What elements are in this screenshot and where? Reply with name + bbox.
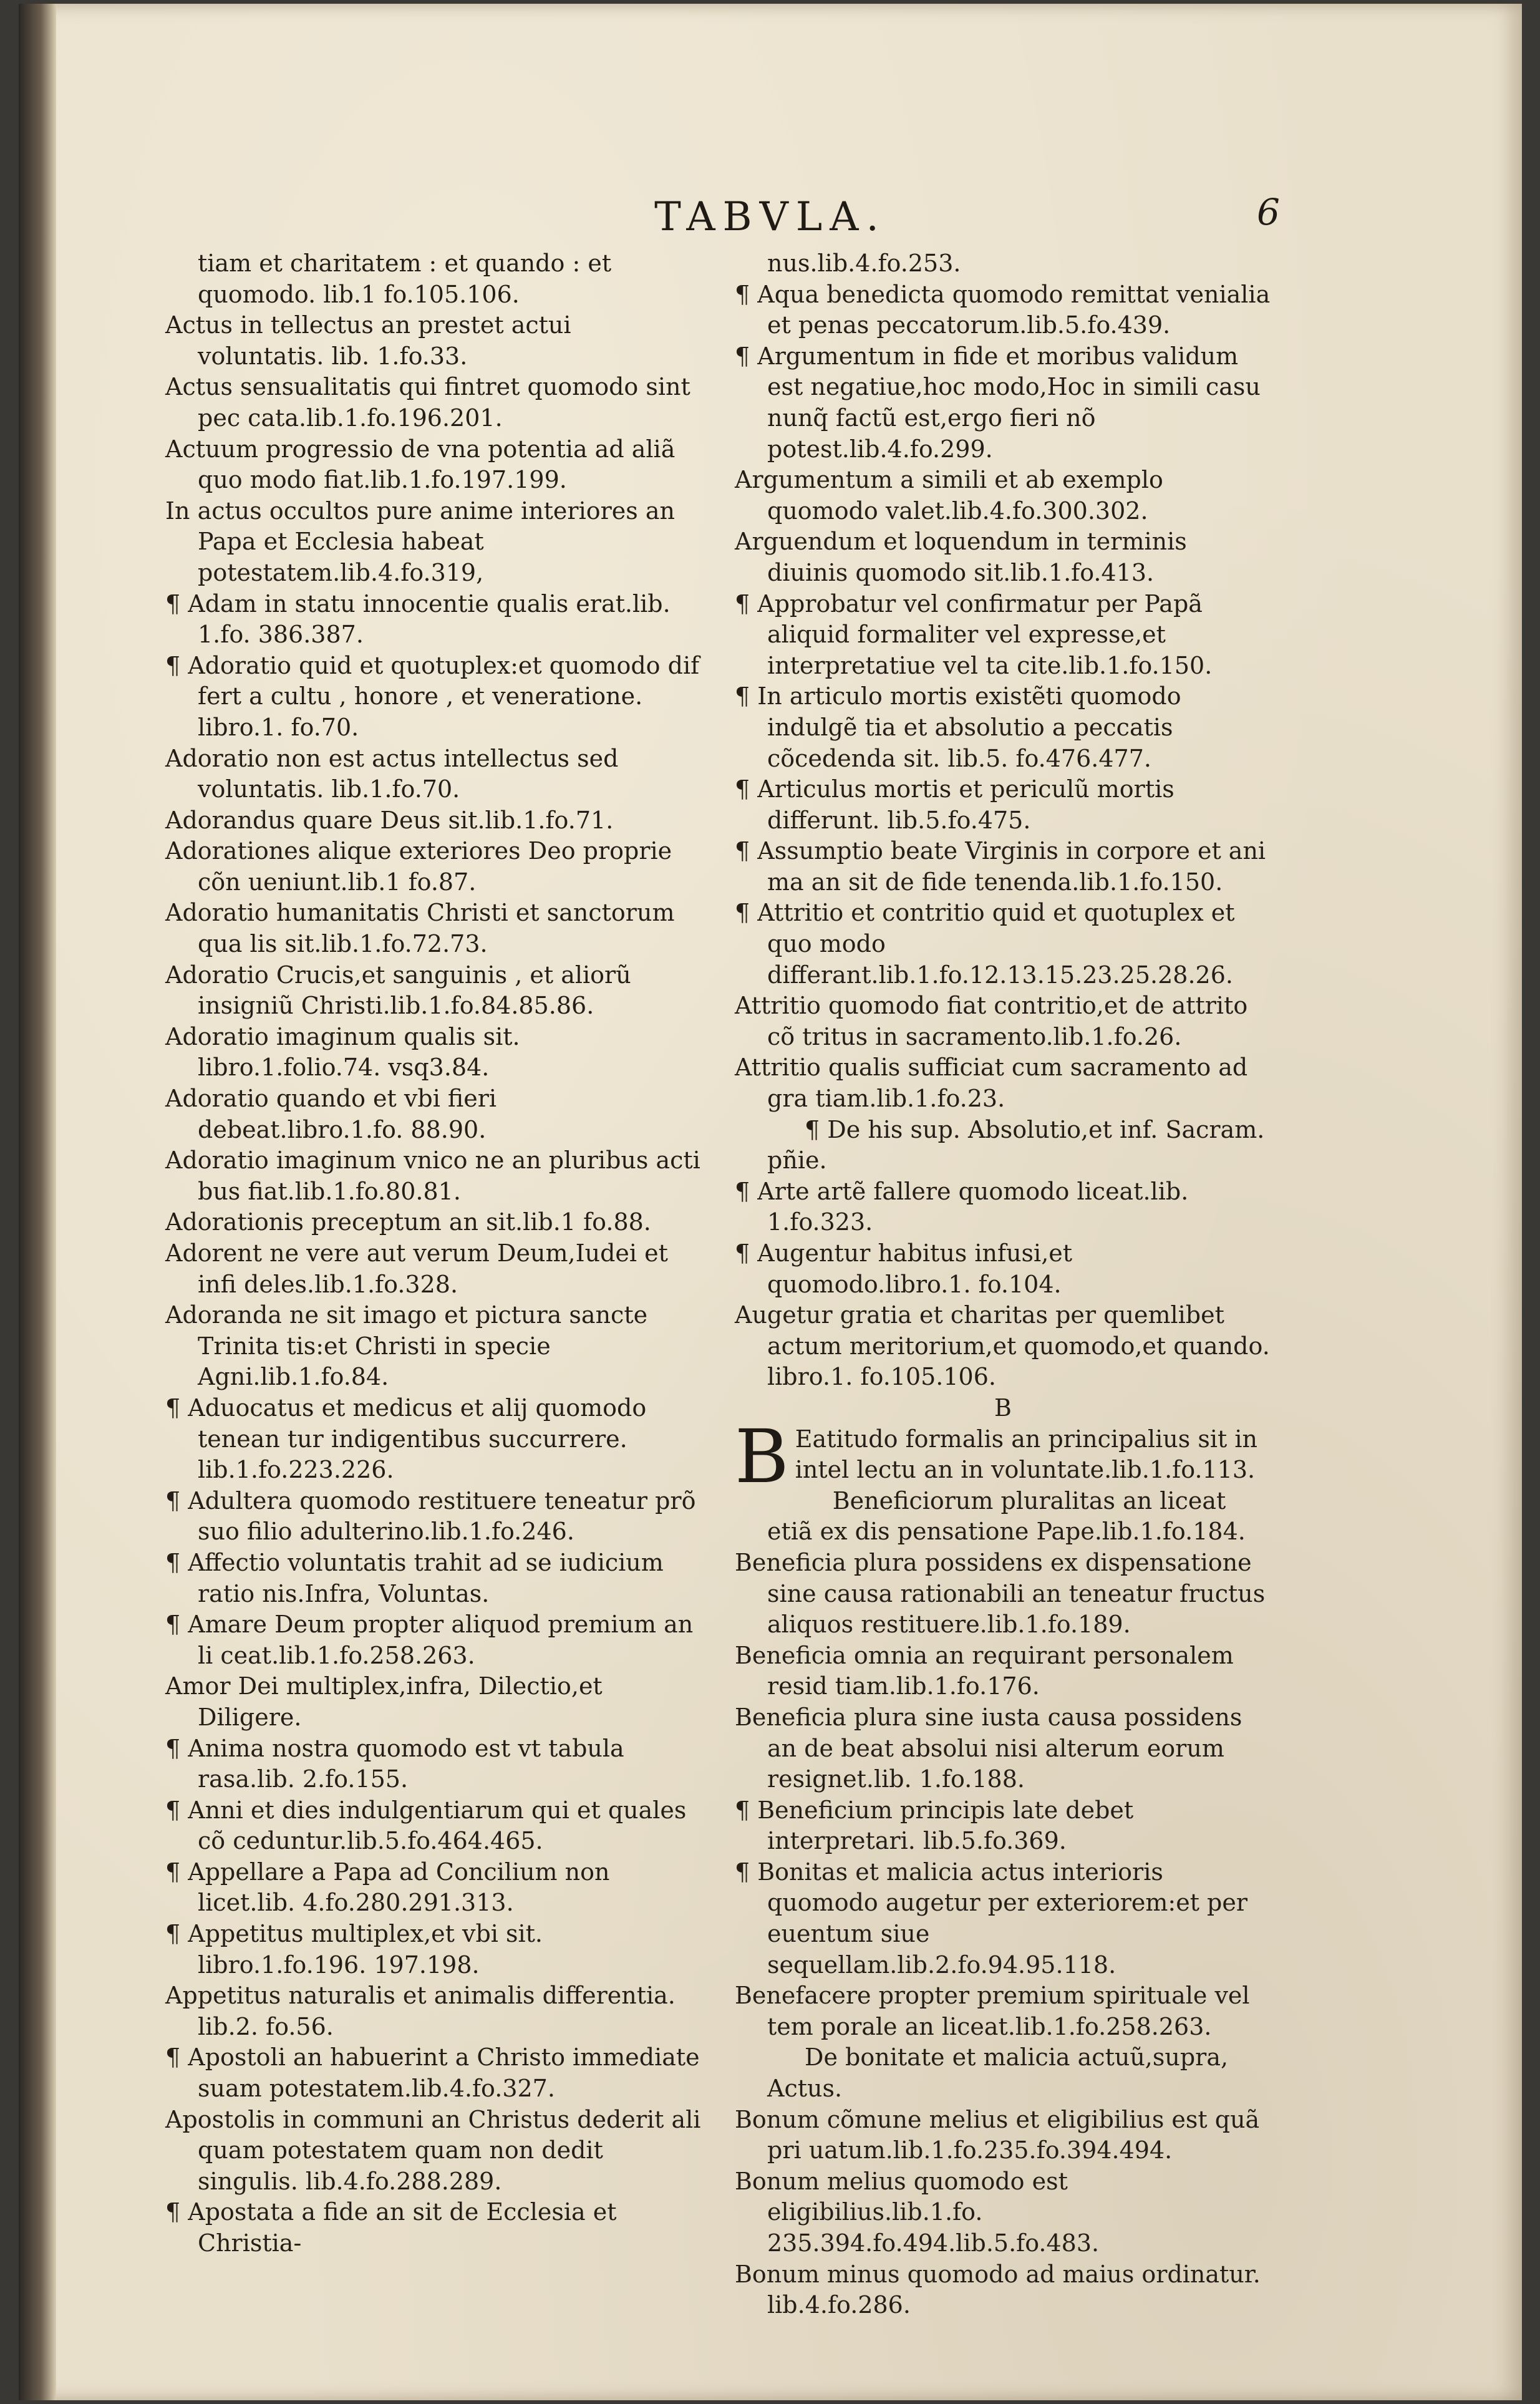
index-entry: Beneficia plura possidens ex dispensatione sine causa rationabili an teneatur fructus aliquos restituere.lib.1.fo.189. [735, 1548, 1266, 1639]
index-entry: Arguendum et loquendum in terminis diuinis quomodo sit.lib.1.fo.413. [735, 528, 1187, 586]
index-entry: In actus occultos pure anime interiores an Papa et Ecclesia habeat potestatem.lib.4.fo.319, [165, 497, 675, 586]
index-entry: ¶ Apostoli an habuerint a Christo immediate suam potestatem.lib.4.fo.327. [165, 2043, 700, 2103]
index-entry: ¶ De his sup. Absolutio,et inf. Sacram. pñie. [767, 1115, 1265, 1175]
index-entry: ¶ Articulus mortis et periculũ mortis differunt. lib.5.fo.475. [735, 775, 1174, 834]
index-entry: ¶ Amare Deum propter aliquod premium an li ceat.lib.1.fo.258.263. [165, 1611, 694, 1669]
index-entry: Adorent ne vere aut verum Deum,Iudei et infi deles.lib.1.fo.328. [165, 1239, 668, 1298]
index-entry: ¶ Affectio voluntatis trahit ad se iudicium ratio nis.Infra, Voluntas. [165, 1548, 664, 1607]
index-entry: Adoratio imaginum vnico ne an pluribus acti bus fiat.lib.1.fo.80.81. [165, 1146, 700, 1205]
index-entry: Adoratio imaginum qualis sit. libro.1.folio.74. vsq3.84. [165, 1022, 520, 1082]
index-entry: ¶ Beneficium principis late debet interpretari. lib.5.fo.369. [735, 1796, 1134, 1855]
index-entry: ¶ Adoratio quid et quotuplex:et quomodo dif fert a cultu , honore , et veneratione. libro.1. fo.70. [165, 651, 700, 741]
right-column-b-entries [735, 1486, 1271, 2321]
index-entry: Bonum melius quomodo est eligibilius.lib.1.fo. 235.394.fo.494.lib.5.fo.483. [735, 2167, 1100, 2257]
index-entry: Adoranda ne sit imago et pictura sancte Trinita tis:et Christi in specie Agni.lib.1.fo.84. [165, 1301, 648, 1391]
index-entry: ¶ Aqua benedicta quomodo remittat venialia et penas peccatorum.lib.5.fo.439. [735, 280, 1271, 339]
index-entry: Apostolis in communi an Christus dederit ali quam potestatem quam non dedit singulis. lib.4.fo.288.289. [165, 2105, 701, 2195]
index-entry: ¶ Apostata a fide an sit de Ecclesia et Christia- [165, 2198, 617, 2257]
index-entry: Beneficia plura sine iusta causa possidens an de beat absolui nisi alterum eorum resignet.lib. 1.fo.188. [735, 1703, 1242, 1793]
drop-cap: B [735, 1413, 789, 1500]
index-column-left [165, 248, 702, 2259]
index-entry: ¶ Assumptio beate Virginis in corpore et ani ma an sit de fide tenenda.lib.1.fo.150. [735, 837, 1266, 896]
index-entry: Appetitus naturalis et animalis differentia. lib.2. fo.56. [165, 1982, 676, 2040]
book-page [19, 4, 1522, 2400]
index-entry: Attritio quomodo fiat contritio,et de attrito cõ tritus in sacramento.lib.1.fo.26. [735, 992, 1248, 1050]
running-head: TABVLA. [654, 194, 886, 240]
first-entry-text: Eatitudo formalis an principalius sit in intel lectu an in voluntate.lib.1.fo.113. [795, 1425, 1257, 1484]
index-entry: Adoratio quando et vbi fieri debeat.libro.1.fo. 88.90. [165, 1085, 497, 1143]
index-entry: Bonum minus quomodo ad maius ordinatur. lib.4.fo.286. [735, 2260, 1261, 2319]
index-entry: Adorationis preceptum an sit.lib.1 fo.88. [165, 1208, 651, 1236]
index-entry: De bonitate et malicia actuũ,supra, Actus. [767, 2043, 1229, 2103]
folio-number: 6 [1257, 191, 1280, 233]
index-entry: Amor Dei multiplex,infra, Dilectio,et Diligere. [165, 1672, 603, 1731]
index-entry: nus.lib.4.fo.253. [767, 250, 961, 277]
index-entry: ¶ In articulo mortis existẽti quomodo indulgẽ tia et absolutio a peccatis cõcedenda sit. lib.5. fo.476.477. [735, 682, 1181, 772]
index-column-right [735, 248, 1271, 2321]
index-entry: Argumentum a simili et ab exemplo quomodo valet.lib.4.fo.300.302. [735, 466, 1163, 525]
index-entry: ¶ Argumentum in fide et moribus validum est negatiue,hoc modo,Hoc in simili casu nunq̃ factũ est,ergo fieri nõ potest.lib.4.fo.299. [735, 342, 1261, 463]
index-entry: ¶ Anni et dies indulgentiarum qui et quales cõ ceduntur.lib.5.fo.464.465. [165, 1796, 687, 1855]
index-entry: Benefacere propter premium spirituale vel tem porale an liceat.lib.1.fo.258.263. [735, 1982, 1250, 2040]
index-entry: ¶ Appellare a Papa ad Concilium non licet.lib. 4.fo.280.291.313. [165, 1858, 610, 1917]
index-entry: Actus in tellectus an prestet actui voluntatis. lib. 1.fo.33. [165, 311, 571, 370]
index-entry: ¶ Adultera quomodo restituere teneatur prõ suo filio adulterino.lib.1.fo.246. [165, 1486, 696, 1546]
index-entry: Augetur gratia et charitas per quemlibet actum meritorium,et quomodo,et quando. libro.1. fo.105.106. [735, 1301, 1270, 1391]
binding-gutter [19, 4, 56, 2400]
index-entry: ¶ Arte artẽ fallere quomodo liceat.lib. 1.fo.323. [735, 1177, 1189, 1236]
index-entry: Actus sensualitatis qui fintret quomodo sint pec cata.lib.1.fo.196.201. [165, 373, 690, 432]
index-entry: Adoratio non est actus intellectus sed voluntatis. lib.1.fo.70. [165, 744, 619, 803]
index-entry: Adoratio Crucis,et sanguinis , et aliorũ insigniũ Christi.lib.1.fo.84.85.86. [165, 961, 631, 1020]
index-entry: Actuum progressio de vna potentia ad aliã quo modo fiat.lib.1.fo.197.199. [165, 435, 676, 494]
index-entry: Adorationes alique exteriores Deo proprie cõn ueniunt.lib.1 fo.87. [165, 837, 672, 896]
index-entry: ¶ Aduocatus et medicus et alij quomodo tenean tur indigentibus succurrere. lib.1.fo.223.226. [165, 1393, 647, 1484]
index-entry: ¶ Adam in statu innocentie qualis erat.lib. 1.fo. 386.387. [165, 589, 671, 649]
right-column-a-entries [735, 248, 1271, 1393]
index-entry: Attritio qualis sufficiat cum sacramento ad gra tiam.lib.1.fo.23. [735, 1054, 1248, 1113]
index-entry: Beneficiorum pluralitas an liceat etiã ex dis pensatione Pape.lib.1.fo.184. [767, 1486, 1246, 1546]
index-entry: ¶ Approbatur vel confirmatur per Papã aliquid formaliter vel expresse,et interpretatiue vel ta cite.lib.1.fo.150. [735, 589, 1213, 679]
index-entry: ¶ Attritio et contritio quid et quotuplex et quo modo differant.lib.1.fo.12.13.15.23.25.28.26. [735, 899, 1235, 989]
section-b-first-entry [735, 1413, 1271, 1500]
index-entry: Adorandus quare Deus sit.lib.1.fo.71. [165, 806, 614, 834]
section-letter-b: B [994, 1393, 1012, 1422]
index-entry: Bonum cõmune melius et eligibilius est quã pri uatum.lib.1.fo.235.fo.394.494. [735, 2105, 1260, 2164]
index-entry: tiam et charitatem : et quando : et quomodo. lib.1 fo.105.106. [198, 250, 612, 308]
index-entry: ¶ Appetitus multiplex,et vbi sit. libro.1.fo.196. 197.198. [165, 1920, 543, 1979]
index-entry: Beneficia omnia an requirant personalem resid tiam.lib.1.fo.176. [735, 1641, 1234, 1700]
index-entry: ¶ Bonitas et malicia actus interioris quomodo augetur per exteriorem:et per euentum siue sequellam.lib.2.fo.94.95.118. [735, 1858, 1248, 1979]
index-entry: ¶ Anima nostra quomodo est vt tabula rasa.lib. 2.fo.155. [165, 1734, 624, 1793]
index-entry: ¶ Augentur habitus infusi,et quomodo.libro.1. fo.104. [735, 1239, 1073, 1298]
index-entry: Adoratio humanitatis Christi et sanctorum qua lis sit.lib.1.fo.72.73. [165, 899, 675, 958]
